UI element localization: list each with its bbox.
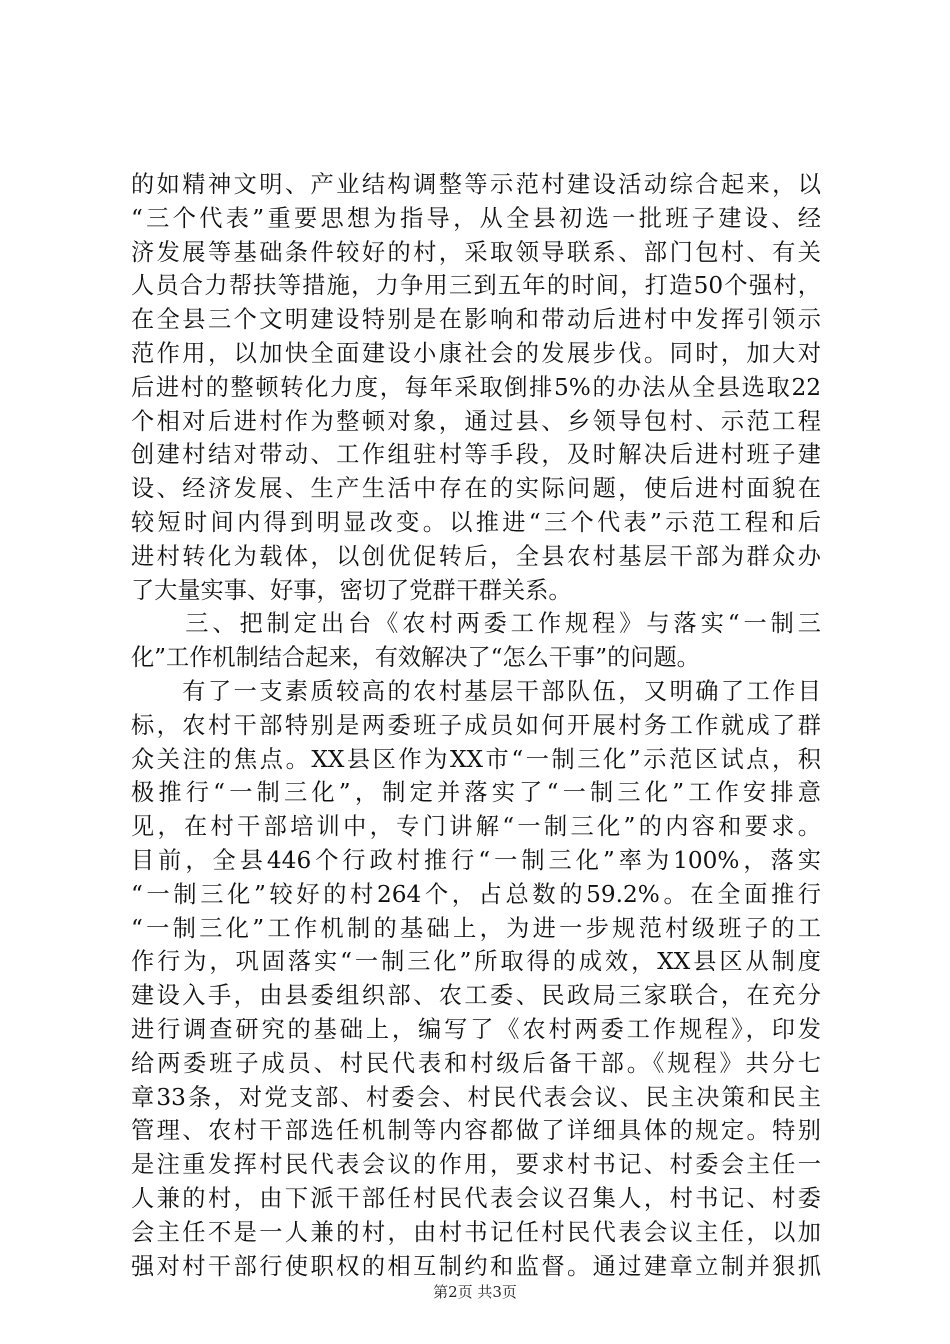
text-line: 在全县三个文明建设特别是在影响和带动后进村中发挥引领示: [131, 306, 821, 334]
text-line: 有了一支素质较高的农村基层干部队伍，又明确了工作目: [131, 677, 821, 705]
text-line: 标，农村干部特别是两委班子成员如何开展村务工作就成了群: [131, 711, 821, 739]
text-line: 建设入手，由县委组织部、农工委、民政局三家联合，在充分: [131, 982, 821, 1010]
text-line: 作行为，巩固落实“一制三化”所取得的成效，XX县区从制度: [131, 948, 821, 976]
text-line: 强对村干部行使职权的相互制约和监督。通过建章立制并狠抓: [131, 1252, 821, 1280]
text-line: 创建村结对带动、工作组驻村等手段，及时解决后进村班子建: [131, 441, 821, 469]
text-line: 个相对后进村作为整顿对象，通过县、乡领导包村、示范工程: [131, 407, 821, 435]
text-line: 后进村的整顿转化力度，每年采取倒排5%的办法从全县选取22: [131, 373, 821, 401]
text-line: 进行调查研究的基础上，编写了《农村两委工作规程》，印发: [131, 1015, 821, 1043]
text-line: 众关注的焦点。XX县区作为XX市“一制三化”示范区试点，积: [131, 745, 821, 773]
text-line: 章33条，对党支部、村委会、村民代表会议、民主决策和民主: [131, 1083, 821, 1111]
text-line: 的如精神文明、产业结构调整等示范村建设活动综合起来，以: [131, 171, 821, 198]
text-line: 给两委班子成员、村民代表和村级后备干部。《规程》共分七: [131, 1049, 821, 1077]
text-line: 设、经济发展、生产生活中存在的实际问题，使后进村面貌在: [131, 475, 821, 503]
text-line: “一制三化”较好的村264个，占总数的59.2%。在全面推行: [131, 880, 821, 908]
text-line: 人员合力帮扶等措施，力争用三到五年的时间，打造50个强村，: [131, 272, 821, 300]
text-line: 管理、农村干部选任机制等内容都做了详细具体的规定。特别: [131, 1117, 821, 1145]
text-line: 是注重发挥村民代表会议的作用，要求村书记、村委会主任一: [131, 1151, 821, 1179]
text-line: 进村转化为载体，以创优促转后，全县农村基层干部为群众办: [131, 542, 821, 570]
body-text: [131, 168, 821, 1283]
text-line: 化”工作机制结合起来，有效解决了“怎么干事”的问题。: [131, 644, 700, 672]
text-line: 目前，全县446个行政村推行“一制三化”率为100%，落实: [131, 846, 821, 874]
text-line: 会主任不是一人兼的村，由村书记任村民代表会议主任，以加: [131, 1218, 821, 1246]
text-line: 较短时间内得到明显改变。以推进“三个代表”示范工程和后: [131, 508, 821, 536]
text-line: 见，在村干部培训中，专门讲解“一制三化”的内容和要求。: [131, 813, 821, 841]
text-line: 范作用，以加快全面建设小康社会的发展步伐。同时，加大对: [131, 339, 821, 367]
page-footer: 第2页 共3页: [433, 1283, 517, 1301]
text-line: “三个代表”重要思想为指导，从全县初选一批班子建设、经: [131, 204, 821, 232]
text-line: 了大量实事、好事，密切了党群干群关系。: [131, 576, 572, 604]
text-line: 济发展等基础条件较好的村，采取领导联系、部门包村、有关: [131, 238, 821, 266]
text-line: 三、把制定出台《农村两委工作规程》与落实“一制三: [131, 610, 821, 638]
text-line: 人兼的村，由下派干部任村民代表会议召集人，村书记、村委: [131, 1184, 821, 1212]
text-line: 极推行“一制三化”，制定并落实了“一制三化”工作安排意: [131, 779, 821, 807]
text-line: “一制三化”工作机制的基础上，为进一步规范村级班子的工: [131, 914, 821, 942]
